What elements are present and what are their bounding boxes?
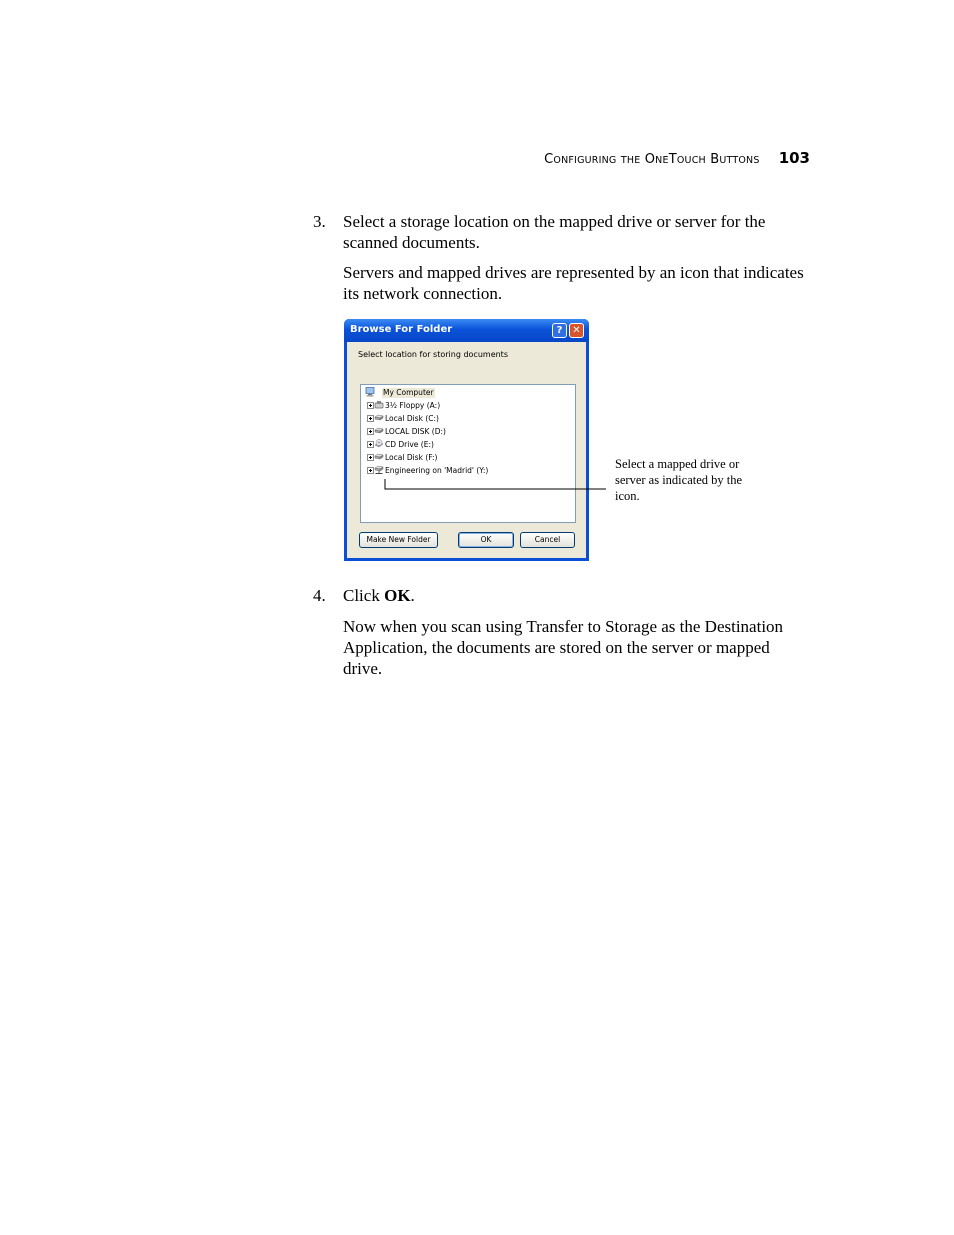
expand-icon[interactable] (367, 428, 374, 435)
expand-icon[interactable] (367, 402, 374, 409)
dialog-client-area (347, 342, 586, 558)
folder-tree[interactable] (360, 384, 576, 523)
step-4-text-before: Click (343, 586, 385, 605)
tree-item-label: Local Disk (F:) (385, 453, 438, 462)
tree-item-label: LOCAL DISK (D:) (385, 427, 446, 436)
page-number: 103 (778, 149, 810, 167)
cd-drive-icon (374, 439, 384, 449)
close-button[interactable]: ✕ (569, 323, 584, 338)
help-button[interactable]: ? (552, 323, 567, 338)
step-4-number: 4. (313, 586, 326, 605)
expand-icon[interactable] (367, 441, 374, 448)
hard-disk-icon (374, 452, 384, 462)
tree-item-label: Engineering on 'Madrid' (Y:) (385, 466, 489, 475)
step-4-text-after: . (410, 586, 415, 605)
tree-item-label: CD Drive (E:) (385, 440, 434, 449)
dialog-titlebar[interactable] (344, 319, 589, 342)
expand-icon[interactable] (367, 467, 374, 474)
make-new-folder-button[interactable]: Make New Folder (359, 532, 438, 548)
tree-item-label: My Computer (383, 388, 434, 397)
step-4-text (343, 585, 813, 606)
hard-disk-icon (374, 413, 384, 423)
dialog-prompt: Select location for storing documents (358, 350, 508, 359)
expand-icon[interactable] (367, 415, 374, 422)
dialog-title: Browse For Folder (350, 324, 453, 335)
step-4-note: Now when you scan using Transfer to Storage as the Destination Application, the documents are stored on the server or mapped drive. (343, 617, 784, 678)
cancel-button[interactable]: Cancel (520, 532, 575, 548)
running-head-title: CONFIGURING THE ONETOUCH BUTTONS (544, 152, 760, 167)
computer-icon (365, 387, 375, 397)
tree-item-label: Local Disk (C:) (385, 414, 439, 423)
step-3-number: 3. (313, 212, 326, 231)
callout-text: Select a mapped drive or server as indicated by the icon. (615, 457, 743, 503)
network-drive-icon (374, 465, 384, 475)
floppy-icon (374, 400, 384, 410)
ok-button[interactable]: OK (458, 532, 514, 548)
expand-icon[interactable] (367, 454, 374, 461)
step-3-note: Servers and mapped drives are represented by an icon that indicates its network connection. (343, 263, 804, 303)
step-4-ok-emphasis: OK (384, 586, 411, 605)
browse-for-folder-dialog (344, 319, 589, 561)
tree-item-label: 3½ Floppy (A:) (385, 401, 441, 410)
step-3-text: Select a storage location on the mapped drive or server for the scanned documents. (343, 212, 766, 252)
running-head (480, 148, 810, 167)
hard-disk-icon (374, 426, 384, 436)
